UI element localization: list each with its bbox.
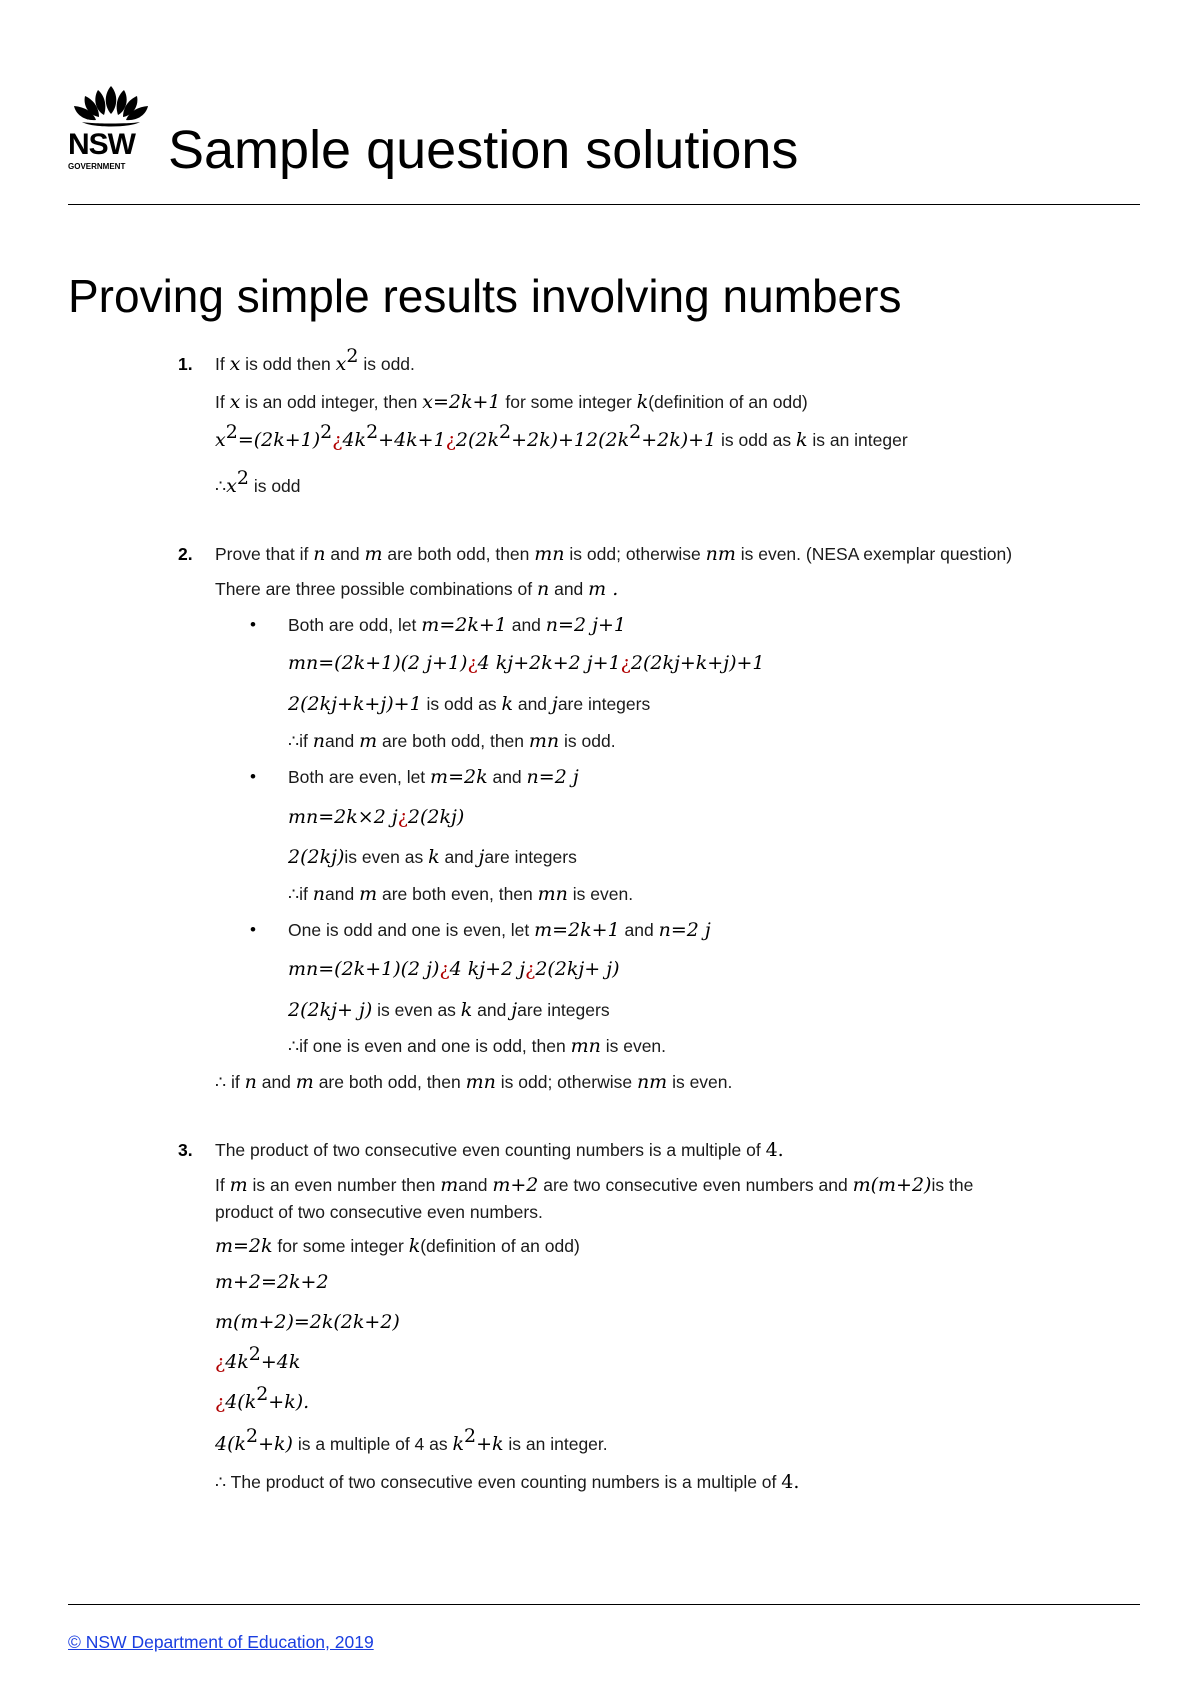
q3-equation: m+2=2k+2 <box>215 1271 329 1293</box>
q2-case-even-conclusion: ∴if nand m are both even, then mn is even. <box>288 883 634 905</box>
q2-case-odd-product: mn=(2k+1)(2 j+1)¿4 kj+2k+2 j+1¿2(2kj+k+j)+1 <box>288 652 765 674</box>
q2-case-mixed-conclusion: ∴if one is even and one is odd, then mn is even. <box>288 1035 667 1057</box>
q3-equation: ¿$4k^2+4k$ <box>215 1343 301 1373</box>
question-number: 2. <box>178 544 193 564</box>
waratah-flower-icon <box>68 84 154 130</box>
nsw-government-logo <box>68 84 154 174</box>
logo-subtitle: GOVERNMENT <box>68 162 126 171</box>
bullet-icon: • <box>250 767 256 786</box>
q2-case-even: Both are even, let m=2k and n=2 j <box>288 766 579 788</box>
q2-case-even-reason: 2(2kj)is even as k and jare integers <box>288 846 577 868</box>
q2-case-mixed: One is odd and one is even, let m=2k+1 and n=2 j <box>288 919 711 941</box>
footer-divider <box>68 1604 1140 1605</box>
header-divider <box>68 204 1140 205</box>
q3-statement: The product of two consecutive even counting numbers is a multiple of 4. <box>215 1139 784 1161</box>
q3-equation: m(m+2)=2k(2k+2) <box>215 1311 400 1333</box>
q1-statement: If x is odd then $x^2$ is odd. <box>215 345 415 375</box>
q2-conclusion: ∴ if n and m are both odd, then mn is odd; otherwise nm is even. <box>215 1071 733 1093</box>
q3-line: m=2k for some integer k(definition of an odd) <box>215 1235 580 1257</box>
q3-conclusion: ∴ The product of two consecutive even counting numbers is a multiple of 4. <box>215 1471 800 1493</box>
q3-equation: ¿$4(k^2+k)$. <box>215 1383 310 1413</box>
question-number: 3. <box>178 1140 193 1160</box>
q2-case-mixed-product: mn=(2k+1)(2 j)¿4 kj+2 j¿2(2kj+ j) <box>288 958 620 980</box>
q2-case-odd-reason: 2(2kj+k+j)+1 is odd as k and jare integers <box>288 693 651 715</box>
copyright-link[interactable]: © NSW Department of Education, 2019 <box>68 1632 374 1652</box>
q1-conclusion: $\therefore x^2$ is odd <box>215 467 301 497</box>
question-number: 1. <box>178 354 193 374</box>
bullet-icon: • <box>250 920 256 939</box>
q2-case-even-product: mn=2k×2 j¿2(2kj) <box>288 806 465 828</box>
q2-case-odd-conclusion: ∴if nand m are both odd, then mn is odd. <box>288 730 616 752</box>
q2-case-mixed-reason: 2(2kj+ j) is even as k and jare integers <box>288 999 610 1021</box>
q1-equation: $x^2=(2k+1)^2¿4k^2+4k+1¿2(2k^2+2k)+12(2k^2+2k)+1$ is odd as k is an integer <box>215 421 908 451</box>
q1-line: If x is an odd integer, then x=2k+1 for some integer k(definition of an odd) <box>215 391 808 413</box>
bullet-icon: • <box>250 615 256 634</box>
logo-wordmark: NSW <box>68 128 135 161</box>
q2-intro: There are three possible combinations of n and m . <box>215 578 619 600</box>
page-title: Sample question solutions <box>168 120 799 180</box>
q2-case-odd: Both are odd, let m=2k+1 and n=2 j+1 <box>288 614 626 636</box>
q3-line: product of two consecutive even numbers. <box>215 1202 543 1222</box>
q3-line: If m is an even number then mand m+2 are two consecutive even numbers and m(m+2)is the <box>215 1174 974 1196</box>
q3-reason: $4(k^2+k)$ is a multiple of 4 as $k^2+k$ is an integer. <box>215 1425 608 1455</box>
section-heading: Proving simple results involving numbers <box>68 270 902 322</box>
q2-statement: Prove that if n and m are both odd, then mn is odd; otherwise nm is even. (NESA exemplar question) <box>215 543 1013 565</box>
